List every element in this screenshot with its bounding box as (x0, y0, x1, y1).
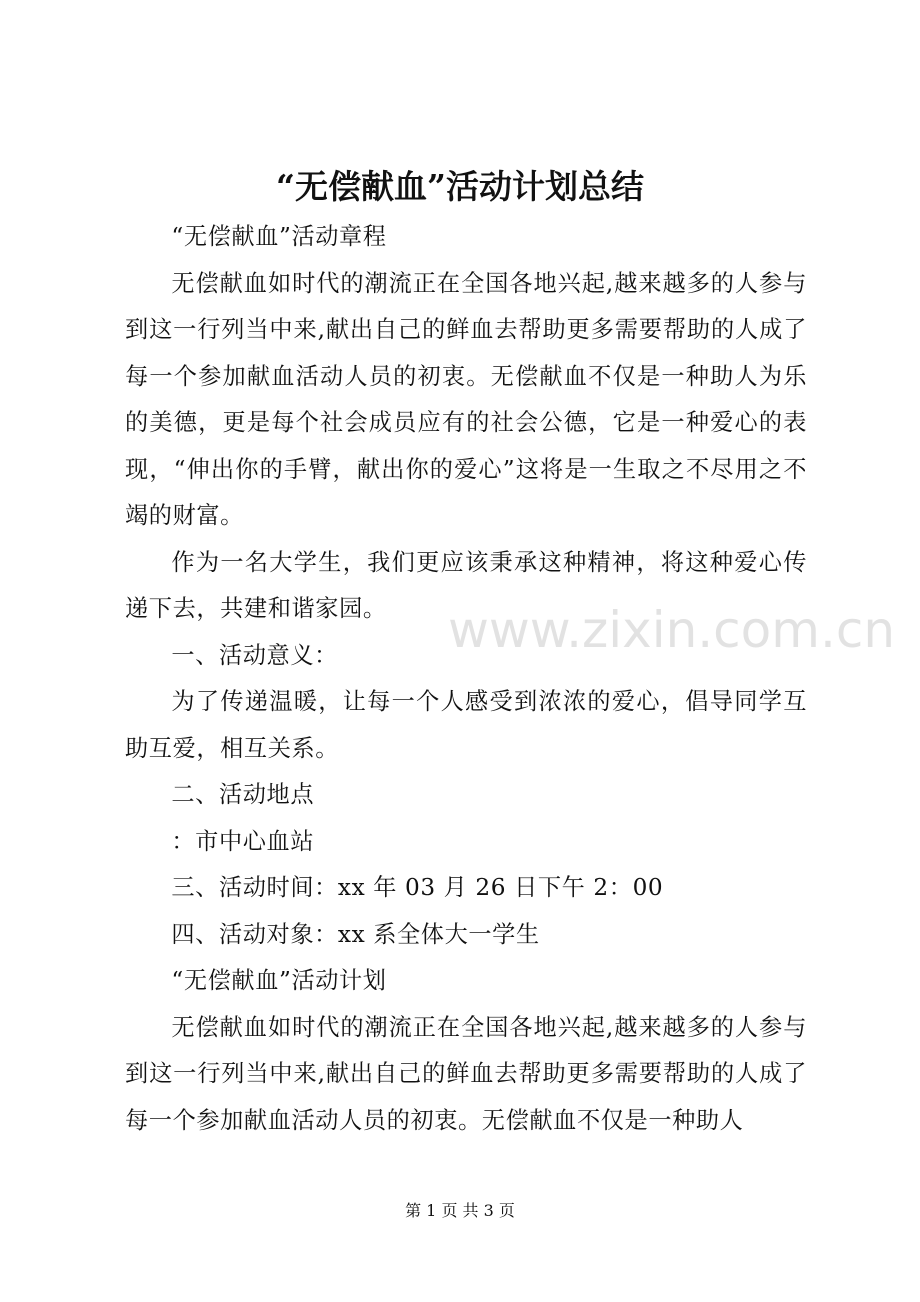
page-footer: 第 1 页 共 3 页 (405, 1201, 515, 1220)
watermark: www.zixin.com.cn (448, 601, 896, 659)
paragraph-section-audience: 四、活动对象：xx 系全体大一学生 (171, 920, 540, 948)
document-title: “无偿献血”活动计划总结 (276, 167, 644, 206)
paragraph-charter-heading: “无偿献血”活动章程 (171, 223, 387, 250)
paragraph-plan-heading: “无偿献血”活动计划 (171, 967, 387, 994)
paragraph-plan-intro: 无偿献血如时代的潮流正在全国各地兴起,越来越多的人参与到这一行列当中来,献出自己的鲜血去帮助更多需要帮助的人成了每一个参加献血活动人员的初衷。无偿献血不仅是一种助人 (125, 1013, 807, 1134)
paragraph-section-location: 二、活动地点 (171, 781, 315, 808)
paragraph-section-significance: 一、活动意义： (171, 641, 338, 669)
paragraph-intro: 无偿献血如时代的潮流正在全国各地兴起,越来越多的人参与到这一行列当中来,献出自己的鲜血去帮助更多需要帮助的人成了每一个参加献血活动人员的初衷。无偿献血不仅是一种助人为乐的美德，更是每个社会成员应有的社会公德，它是一种爱心的表现，“伸出你的手臂，献出你的爱心”这将是一生取之不尽用之不竭的财富。 (125, 269, 807, 529)
paragraph-significance-text: 为了传递温暖，让每一个人感受到浓浓的爱心，倡导同学互助互爱，相互关系。 (125, 688, 807, 762)
paragraph-location-text: ：市中心血站 (171, 827, 315, 855)
paragraph-section-time: 三、活动时间：xx 年 03 月 26 日下午 2：00 (171, 874, 664, 901)
paragraph-student-role: 作为一名大学生，我们更应该秉承这种精神，将这种爱心传递下去，共建和谐家园。 (125, 548, 807, 622)
document-body (125, 214, 807, 1144)
